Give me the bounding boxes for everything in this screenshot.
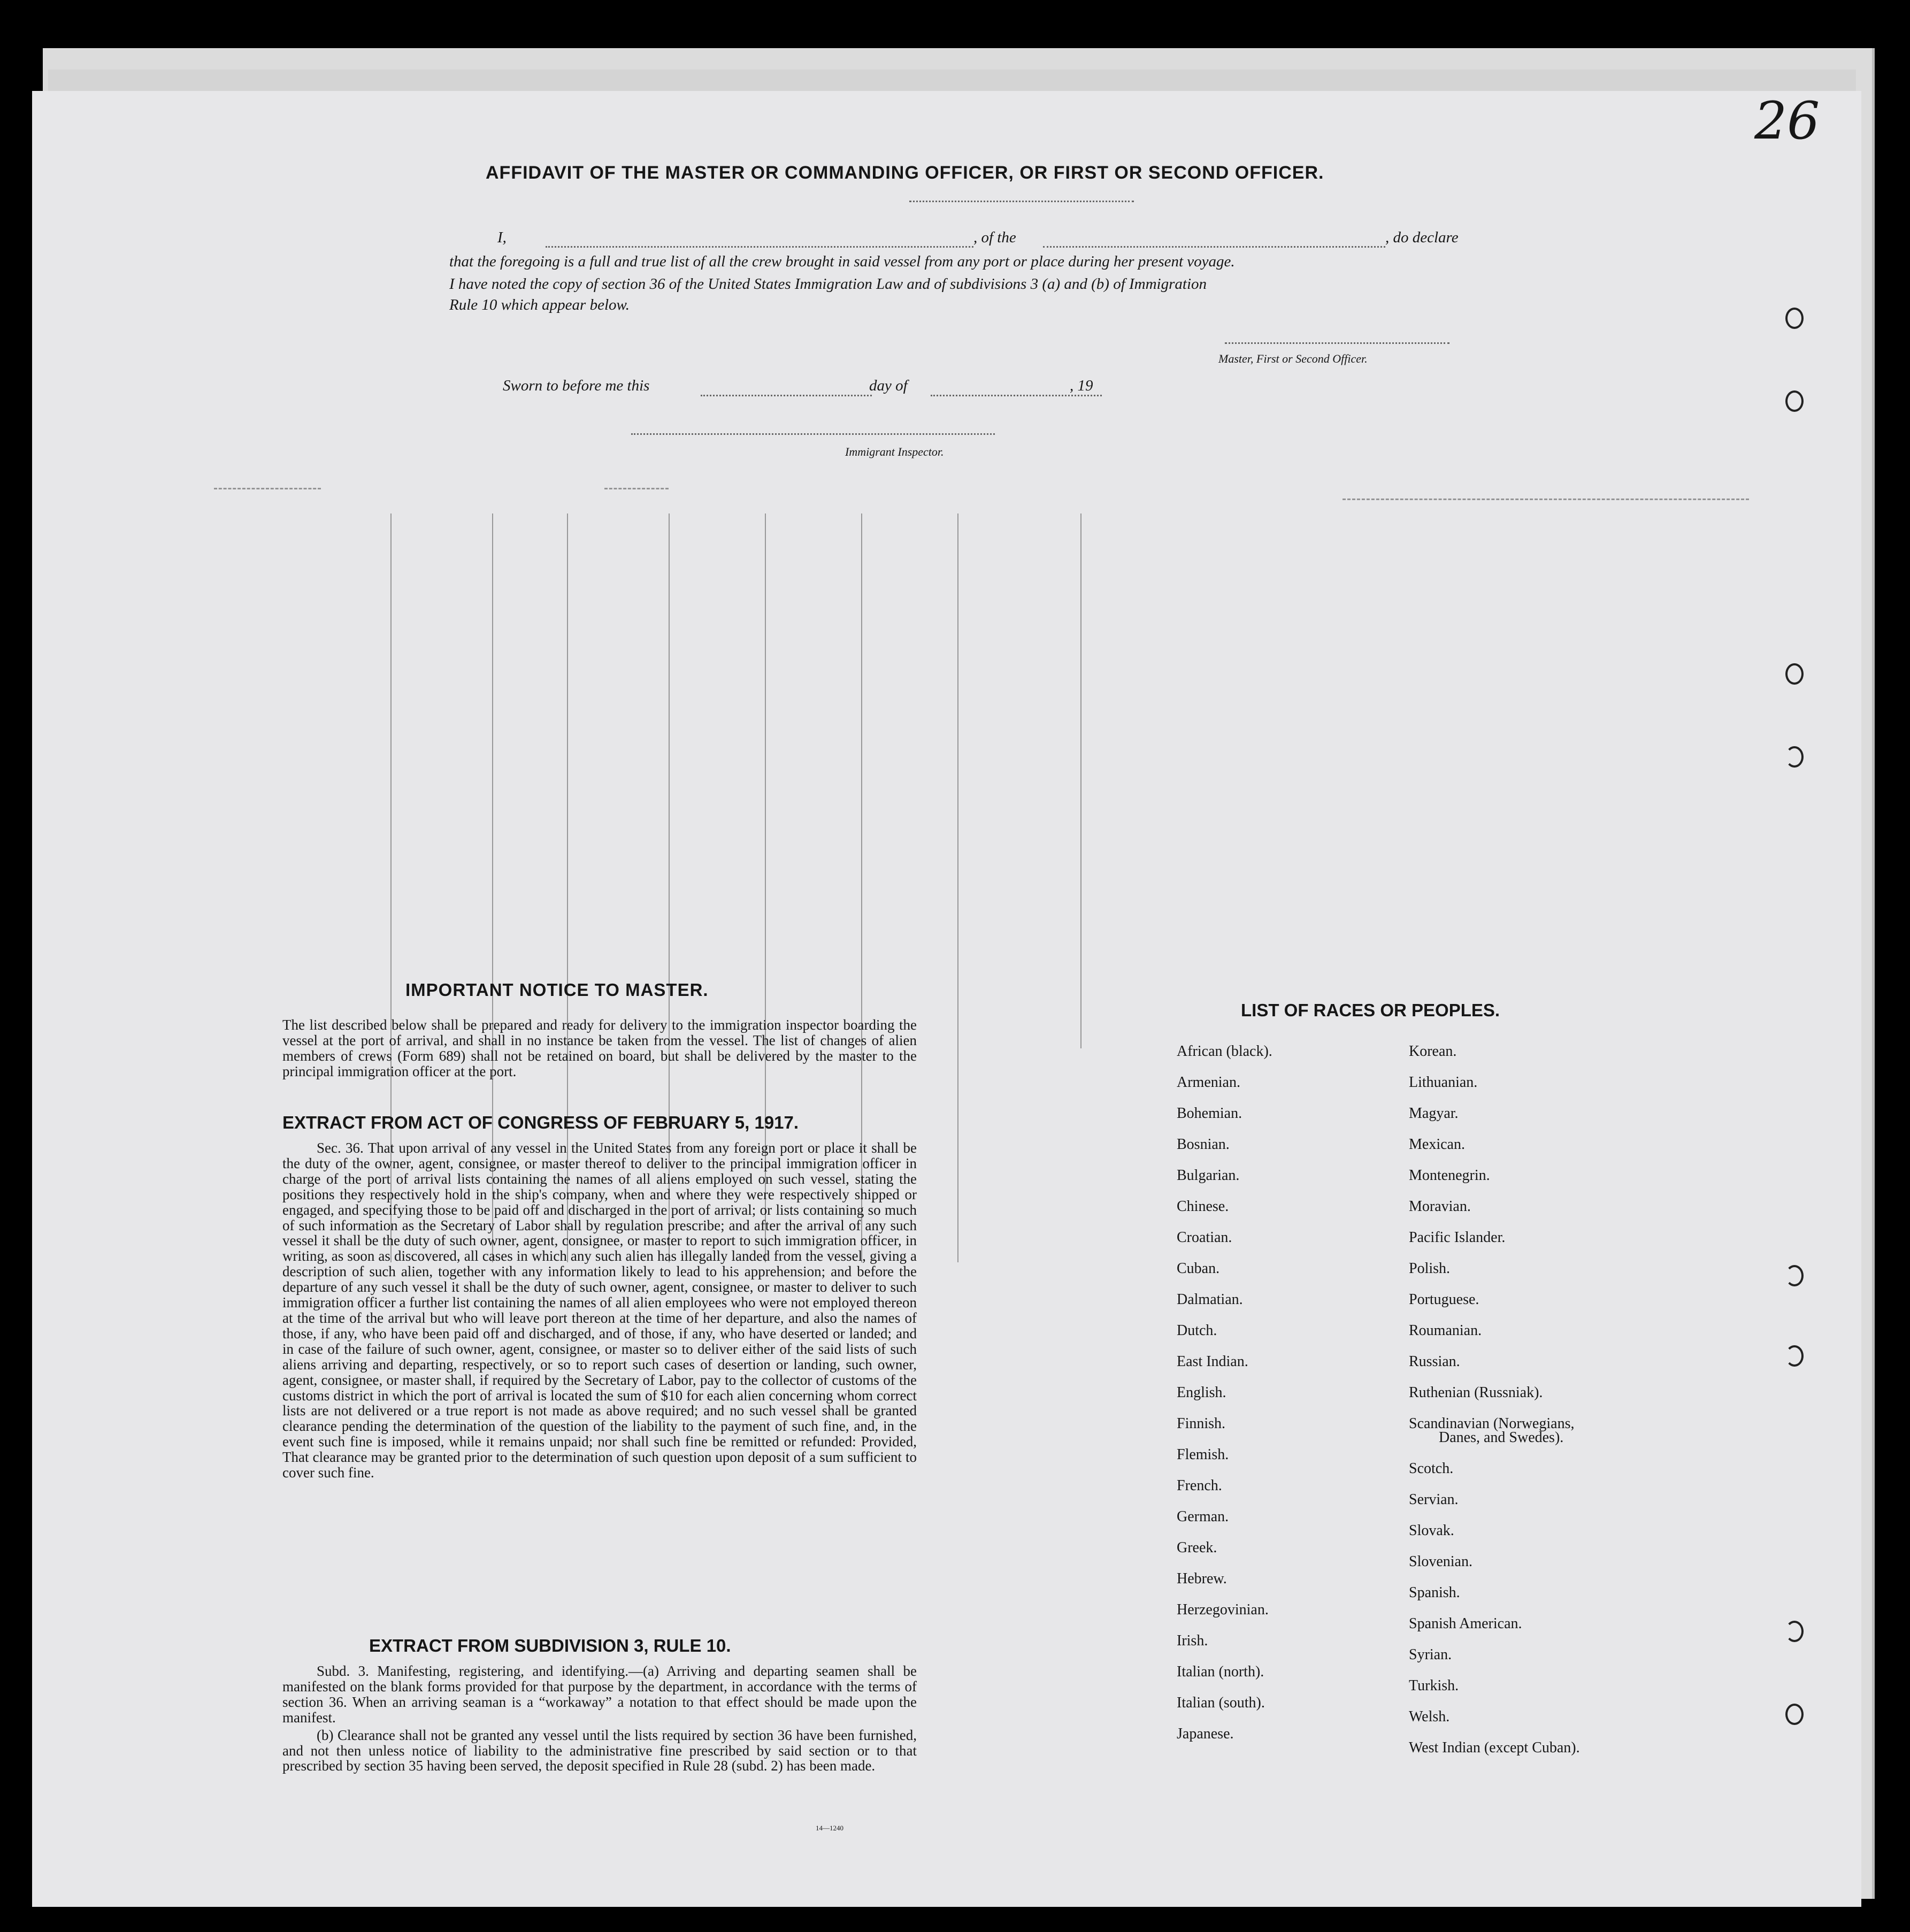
affidavit-line3: I have noted the copy of section 36 of the United States Immigration Law and of subdivisions 3 (a) and (b) of Immigration	[449, 275, 1207, 293]
affidavit-line4: Rule 10 which appear below.	[449, 296, 630, 313]
column-rule	[1080, 513, 1081, 1048]
year-text: , 19	[1070, 377, 1093, 394]
race-item: Dutch.	[1177, 1322, 1217, 1339]
affidavit-line1-b: , of the	[973, 229, 1016, 246]
page-number: 26	[1754, 91, 1820, 151]
sworn-text: Sworn to before me this	[503, 377, 650, 394]
race-item: Italian (south).	[1177, 1695, 1265, 1711]
races-title: LIST OF RACES OR PEOPLES.	[1241, 1000, 1500, 1020]
affidavit-line1-c: , do declare	[1385, 229, 1459, 246]
race-item: West Indian (except Cuban).	[1409, 1739, 1580, 1756]
title-rule	[909, 201, 1134, 202]
punch-hole-icon	[1785, 746, 1804, 768]
race-item: Hebrew.	[1177, 1570, 1227, 1587]
inspector-signature-line	[631, 433, 995, 435]
race-item: Flemish.	[1177, 1446, 1229, 1463]
race-item: Russian.	[1409, 1353, 1460, 1370]
affidavit-line1-a: I,	[497, 229, 507, 246]
document-page	[32, 91, 1861, 1907]
race-item: Slovenian.	[1409, 1553, 1472, 1570]
name-blank	[546, 246, 973, 248]
affidavit-line2: that the foregoing is a full and true list of all the crew brought in said vessel from any port or place during her present voyage.	[449, 253, 1235, 270]
race-item: Korean.	[1409, 1043, 1457, 1060]
table-rule	[214, 488, 321, 489]
notice-title: IMPORTANT NOTICE TO MASTER.	[405, 980, 709, 1000]
day-of-text: day of	[869, 377, 908, 394]
punch-hole-icon	[1785, 390, 1804, 412]
race-item: Mexican.	[1409, 1136, 1465, 1153]
form-number: 14—1240	[816, 1824, 843, 1832]
punch-hole-icon	[1785, 1704, 1804, 1725]
table-rule	[1343, 499, 1749, 500]
notice-text: The list described below shall be prepared and ready for delivery to the immigration inspector boarding the vessel at the port of arrival, and shall in no instance be taken from the vessel. The list of changes of alien members of crews (Form 689) shall not be retained on board, but shall be delivered by the master to the principal immigration officer at the port.	[282, 1017, 917, 1079]
race-item: Ruthenian (Russniak).	[1409, 1384, 1543, 1401]
race-item: Montenegrin.	[1409, 1167, 1490, 1184]
race-item: Moravian.	[1409, 1198, 1471, 1215]
race-item: Croatian.	[1177, 1229, 1232, 1246]
race-item: Chinese.	[1177, 1198, 1229, 1215]
race-item: Lithuanian.	[1409, 1074, 1478, 1091]
extract-act-block	[282, 1140, 917, 1483]
extract-rule-block	[282, 1663, 917, 1776]
vessel-blank	[1043, 246, 1385, 248]
race-item: Bosnian.	[1177, 1136, 1230, 1153]
race-item: Servian.	[1409, 1491, 1459, 1508]
race-item: Japanese.	[1177, 1726, 1234, 1742]
punch-hole-icon	[1785, 663, 1804, 685]
race-item: Welsh.	[1409, 1708, 1450, 1725]
race-item: Bohemian.	[1177, 1105, 1242, 1122]
inspector-label: Immigrant Inspector.	[845, 445, 944, 458]
race-item: German.	[1177, 1508, 1229, 1525]
master-signature-line	[1225, 342, 1449, 344]
race-item: Dalmatian.	[1177, 1291, 1243, 1308]
affidavit-title: AFFIDAVIT OF THE MASTER OR COMMANDING OFFICER, OR FIRST OR SECOND OFFICER.	[486, 163, 1324, 183]
extract-rule-title: EXTRACT FROM SUBDIVISION 3, RULE 10.	[369, 1636, 731, 1655]
punch-hole-icon	[1785, 1621, 1804, 1642]
column-rule	[957, 513, 958, 1262]
extract-act-text: Sec. 36. That upon arrival of any vessel in the United States from any foreign port or place it shall be the duty of the owner, agent, consignee, or master thereof to deliver to the principal immigration officer in charge of the port of arrival lists containing the names of all aliens employed on such vessel, stating the positions they respectively hold in the ship's company, when and where they were respectively shipped or engaged, and specifying those to be paid off and discharged in the port of arrival; or lists containing so much of such information as the Secretary of Labor shall by regulation prescribe; and after the arrival of any such vessel it shall be the duty of such owner, agent, consignee, or master to report to such immigration officer, in writing, as soon as discovered, all cases in which any such alien has illegally landed from the vessel, giving a description of such alien, together with any information likely to lead to his apprehension; and before the departure of any such vessel it shall be the duty of such owner, agent, consignee, or master to deliver to such immigration officer a further list containing the names of all alien employees who were not employed thereon at the time of the arrival but who will leave port thereon at the time of her departure, and also the names of those, if any, who have been paid off and discharged, and of those, if any, who have deserted or landed; and in case of the failure of such owner, agent, consignee, or master so to deliver either of the said lists of such aliens arriving and departing, respectively, or so to report such cases of desertion or landing, such owner, agent, consignee, or master shall, if required by the Secretary of Labor, pay to the collector of customs of the customs district in which the port of arrival is located the sum of $10 for each alien concerning whom correct lists are not delivered or a true report is not made as above required; and no such vessel shall be granted clearance pending the determination of the question of the liability to the payment of such fine, and, in the event such fine is imposed, while it remains unpaid; nor shall such fine be remitted or refunded: Provided, That clearance may be granted prior to the determination of such question upon deposit of a sum sufficient to cover such fine.	[282, 1140, 917, 1481]
race-item: English.	[1177, 1384, 1226, 1401]
race-item: Irish.	[1177, 1632, 1208, 1649]
race-item: Herzegovinian.	[1177, 1601, 1269, 1618]
race-item: Greek.	[1177, 1539, 1217, 1556]
race-item: Armenian.	[1177, 1074, 1240, 1091]
race-item: Roumanian.	[1409, 1322, 1482, 1339]
race-item: African (black).	[1177, 1043, 1272, 1060]
race-item: Spanish American.	[1409, 1615, 1522, 1632]
race-item: Slovak.	[1409, 1522, 1454, 1539]
race-item: Scandinavian (Norwegians,	[1409, 1415, 1575, 1432]
table-rule	[604, 488, 669, 489]
extract-act-title: EXTRACT FROM ACT OF CONGRESS OF FEBRUARY 5, 1917.	[282, 1113, 799, 1132]
race-item: East Indian.	[1177, 1353, 1248, 1370]
punch-hole-icon	[1785, 1345, 1804, 1367]
race-item: Cuban.	[1177, 1260, 1220, 1277]
race-item: Portuguese.	[1409, 1291, 1479, 1308]
back-sheet-strip	[48, 70, 1856, 91]
race-item: Syrian.	[1409, 1646, 1452, 1663]
notice-text-block	[282, 1017, 917, 1082]
race-item: French.	[1177, 1477, 1222, 1494]
race-item: Bulgarian.	[1177, 1167, 1240, 1184]
race-item: Danes, and Swedes).	[1439, 1429, 1564, 1446]
race-item: Finnish.	[1177, 1415, 1226, 1432]
extract-rule-text-b: (b) Clearance shall not be granted any vessel until the lists required by section 36 have been furnished, and not then unless notice of liability to the administrative fine prescribed by said section or to that prescribed by section 35 having been served, the deposit specified in Rule 28 (subd. 2) has been made.	[282, 1727, 917, 1774]
race-item: Pacific Islander.	[1409, 1229, 1506, 1246]
punch-hole-icon	[1785, 1265, 1804, 1286]
extract-rule-text-a: Subd. 3. Manifesting, registering, and identifying.—(a) Arriving and departing seamen shall be manifested on the blank forms provided for that purpose by the department, in accordance with the terms of section 36. When an arriving seaman is a “workaway” a notation to that effect should be made upon the manifest.	[282, 1663, 917, 1726]
race-item: Turkish.	[1409, 1677, 1459, 1694]
month-blank	[931, 395, 1102, 396]
race-item: Italian (north).	[1177, 1663, 1264, 1680]
day-blank	[701, 395, 872, 396]
master-label: Master, First or Second Officer.	[1218, 352, 1368, 365]
race-item: Polish.	[1409, 1260, 1451, 1277]
race-item: Spanish.	[1409, 1584, 1460, 1601]
punch-hole-icon	[1785, 308, 1804, 329]
race-item: Scotch.	[1409, 1460, 1454, 1477]
race-item: Magyar.	[1409, 1105, 1459, 1122]
